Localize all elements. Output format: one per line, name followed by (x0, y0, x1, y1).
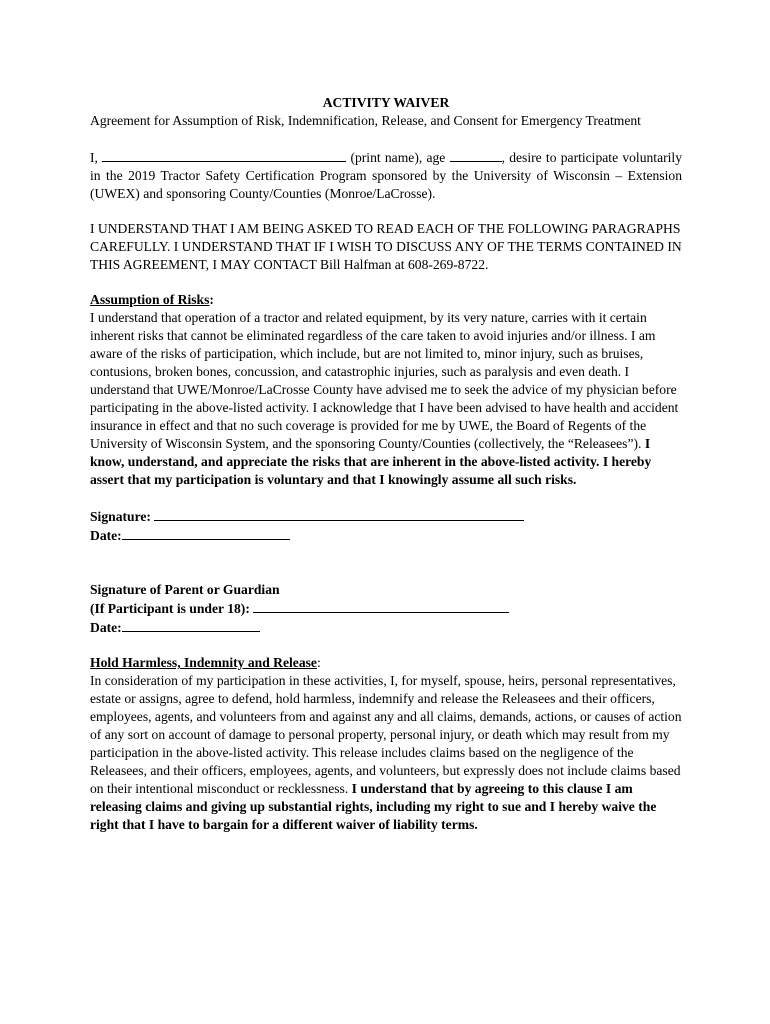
guardian-date-line (90, 618, 682, 637)
guardian-condition-label: (If Participant is under 18): (90, 601, 250, 616)
assumption-paragraph (90, 309, 682, 489)
intro-prefix: I, (90, 150, 98, 165)
guardian-date-label: Date: (90, 620, 122, 635)
assumption-bold-statement: I know, understand, and appreciate the risks that are inherent in the above-listed activity. I hereby assert that my participation is voluntary and that I knowingly assume all such risks. (90, 436, 652, 487)
hold-harmless-heading-colon: : (316, 655, 321, 670)
hold-harmless-paragraph (90, 672, 682, 834)
assumption-body: I understand that operation of a tractor and related equipment, by its very nature, carries with it certain inherent risks that cannot be eliminated regardless of the care taken to avoid injuries and/or illness. I am aware of the risks of participation, which include, but are not limited to, minor injury, such as bruises, contusions, broken bones, concussion, and catastrophic injuries, such as paralysis and even death. I understand that UWE/Monroe/LaCrosse County have advised me to seek the advice of my physician before participating in the above-listed activity. I acknowledge that I have been advised to have health and accident insurance in effect and that no such coverage is provided for me by UWE, the Board of Regents of the University of Wisconsin System, and the sponsoring County/Counties (collectively, the “Releasees”). (90, 310, 679, 451)
signature-field[interactable] (154, 507, 524, 521)
hold-harmless-body: In consideration of my participation in these activities, I, for myself, spouse, heirs, personal representatives, estate or assigns, agree to defend, hold harmless, indemnify and release the Releasees and their officers, employees, agents, and volunteers from and against any and all claims, demands, actions, or causes of action of any sort on account of damage to personal property, personal injury, or death which may result from my participation in the above-listed activity. This release includes claims based on the negligence of the Releasees, and their officers, employees, agents, and volunteers, but expressly does not include claims based on their intentional misconduct or recklessness. (90, 673, 682, 796)
notice-paragraph: I UNDERSTAND THAT I AM BEING ASKED TO READ EACH OF THE FOLLOWING PARAGRAPHS CAREFULLY. I UNDERSTAND THAT IF I WISH TO DISCUSS ANY OF THE TERMS CONTAINED IN THIS AGREEMENT, I MAY CONTACT Bill Halfman at 608-269-8722. (90, 221, 682, 272)
signature-label: Signature: (90, 509, 151, 524)
intro-paragraph (90, 148, 682, 203)
date-label: Date: (90, 528, 122, 543)
document-body (90, 94, 682, 834)
hold-harmless-heading: Hold Harmless, Indemnity and Release (90, 655, 317, 670)
print-name-field[interactable] (102, 148, 346, 162)
guardian-label: Signature of Parent or Guardian (90, 582, 280, 597)
hold-harmless-heading-line (90, 654, 682, 672)
assumption-heading: Assumption of Risks (90, 292, 210, 307)
intro-suffix: , desire to participate voluntarily in the 2019 Tractor Safety Certification Program sponsored by the University of Wisconsin – Extension (UWEX) and sponsoring County/Counties (Monroe/LaCrosse). (90, 150, 682, 201)
print-name-label: (print name), age (350, 150, 446, 165)
date-line (90, 526, 682, 545)
signature-line (90, 507, 682, 526)
guardian-date-field[interactable] (122, 618, 260, 632)
hold-harmless-bold-statement: I understand that by agreeing to this clause I am releasing claims and giving up substantial rights, including my right to sue and I hereby waive the right that I have to bargain for a different waiver of liability terms. (90, 781, 657, 832)
assumption-heading-line (90, 291, 682, 309)
document-title: ACTIVITY WAIVER (322, 95, 450, 110)
document-subtitle: Agreement for Assumption of Risk, Indemnification, Release, and Consent for Emergency Treatment (90, 113, 641, 128)
date-field[interactable] (122, 526, 290, 540)
age-field[interactable] (450, 148, 502, 162)
guardian-signature-line (90, 599, 682, 618)
assumption-heading-colon: : (209, 292, 214, 307)
guardian-signature-field[interactable] (253, 599, 509, 613)
